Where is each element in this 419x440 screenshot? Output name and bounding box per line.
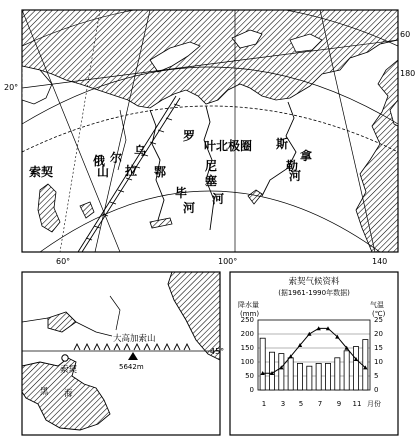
precip-bar-6 (307, 366, 312, 390)
precip-bar-4 (288, 358, 293, 390)
lena-char-3: 河 (289, 169, 302, 183)
precip-bar-8 (325, 363, 330, 390)
right-tick-15: 15 (374, 344, 383, 352)
lon-label-100: 100° (218, 257, 238, 266)
left-tick-150: 150 (240, 344, 254, 352)
right-tick-0: 0 (374, 386, 379, 394)
right-tick-20: 20 (374, 330, 383, 338)
lat-label-45: 45° (210, 347, 225, 356)
precip-bar-10 (344, 351, 349, 390)
lon-label-180: 180 (400, 69, 416, 78)
month-tick-7: 7 (317, 400, 323, 408)
right-tick-25: 25 (374, 316, 383, 324)
precip-bar-7 (316, 363, 321, 390)
lena-char-1: 勒 (286, 159, 299, 173)
right-tick-5: 5 (374, 372, 379, 380)
month-tick-9: 9 (336, 400, 342, 408)
left-tick-200: 200 (240, 330, 254, 338)
left-tick-0: 0 (249, 386, 254, 394)
left-axis-label: 降水量 (238, 301, 259, 309)
chart-subtitle: (据1961-1990年数据) (278, 289, 350, 297)
left-tick-50: 50 (245, 372, 254, 380)
precip-bar-9 (335, 358, 340, 390)
ural-char-5: 山 (97, 165, 110, 179)
peak-elevation: 5642m (119, 363, 144, 371)
lena-char-2: 拿 (300, 149, 313, 163)
month-axis-label: 月份 (367, 400, 381, 408)
left-tick-100: 100 (240, 358, 254, 366)
mountain-label: 大高加索山 (113, 334, 156, 344)
ural-char-1: 俄 (93, 154, 106, 168)
sochi-label-inset: 索契 (60, 365, 78, 375)
sea-char-2: 海 (64, 389, 73, 399)
climate-chart (230, 272, 398, 435)
ob-char-1: 鄂 (154, 165, 167, 179)
yenisei-char-4: 河 (212, 192, 225, 206)
lat-label-60: 60 (400, 30, 411, 39)
lon-label-60: 60° (56, 257, 71, 266)
precip-bar-3 (279, 354, 284, 390)
precip-bar-5 (297, 363, 302, 390)
arctic-circle-label: 北极圈 (216, 139, 253, 153)
ural-char-4: 尔 (110, 151, 123, 165)
ob-char-2: 毕 (175, 186, 188, 200)
month-tick-5: 5 (298, 400, 304, 408)
left-axis-unit: (mm) (240, 310, 260, 318)
sochi-city-icon (62, 355, 68, 361)
chart-title: 索契气候资料 (288, 277, 340, 287)
inset-map (22, 272, 224, 435)
right-axis-label: 气温 (370, 301, 384, 309)
russia-char-2: 罗 (183, 129, 196, 143)
month-tick-1: 1 (261, 400, 267, 408)
lat-label-20: 20° (4, 83, 19, 92)
precip-bar-11 (353, 347, 358, 390)
precip-bar-12 (363, 340, 368, 390)
right-tick-10: 10 (374, 358, 383, 366)
sochi-label-main: 索契 (29, 165, 54, 179)
russia-char-3: 斯 (276, 137, 289, 151)
ural-char-3: 拉 (125, 164, 138, 178)
main-map (4, 3, 415, 266)
left-tick-250: 250 (240, 316, 254, 324)
precip-bar-1 (260, 338, 265, 390)
sea-char-1: 黑 (40, 387, 49, 397)
ural-char-2: 乌 (134, 144, 147, 158)
yenisei-char-1: 叶 (204, 139, 217, 153)
lon-label-140: 140 (372, 257, 388, 266)
yenisei-char-2: 尼 (205, 159, 218, 173)
ob-char-3: 河 (183, 201, 196, 215)
yenisei-char-3: 塞 (205, 174, 218, 188)
month-tick-11: 11 (352, 400, 362, 408)
month-tick-3: 3 (280, 400, 286, 408)
right-axis-unit: (℃) (372, 310, 386, 318)
